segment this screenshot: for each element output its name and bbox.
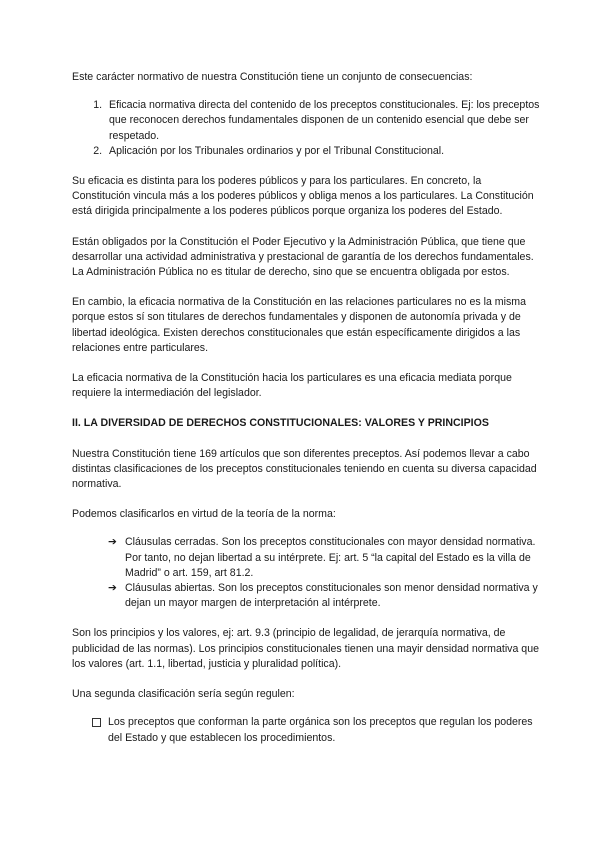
paragraph-principles-values: Son los principios y los valores, ej: art. 9.3 (principio de legalidad, de jerarquía normativa, de publicidad de las normas). Los principios constitucionales tienen una mayir densidad normativa que los valores (art. 1.1, libertad, justicia y pluralidad política).: [72, 627, 539, 670]
paragraph-articles: Nuestra Constitución tiene 169 artículos que son diferentes preceptos. Así podemos llevar a cabo distintas clasificaciones de los preceptos constitucionales teniendo en cuenta su diversa capacidad normativa.: [72, 447, 537, 491]
paragraph-mediate-efficacy: La eficacia normativa de la Constitución hacia los particulares es una eficacia mediata porque requiere la intermediación del legislador.: [72, 372, 512, 400]
list-item-text: Los preceptos que conforman la parte orgánica son los preceptos que regulan los poderes del Estado y que establecen los procedimientos.: [108, 716, 533, 744]
paragraph-private-relations: En cambio, la eficacia normativa de la Constitución en las relaciones particulares no es la misma porque estos sí son titulares de derechos fundamentales y disponen de autonomía privada y de libertad ideológica. Existen derechos constitucionales que están específicamente dirigidos a las relaciones entre particulares.: [72, 296, 526, 354]
section-heading: II. LA DIVERSIDAD DE DERECHOS CONSTITUCIONALES: VALORES Y PRINCIPIOS: [72, 417, 489, 430]
regulation-list: [72, 715, 540, 745]
list-item: [92, 715, 540, 745]
list-item: [108, 581, 540, 611]
list-item: 1. Eficacia normativa directa del contenido de los preceptos constitucionales. Ej: los preceptos que reconocen derechos fundamentales disponen de un contenido esencial que debe ser respetado.: [105, 98, 540, 144]
arrow-right-icon: ➔: [108, 582, 117, 595]
clauses-list: [72, 535, 540, 611]
list-item-text: Cláusulas abiertas. Son los preceptos constitucionales son menor densidad normativa y dejan un mayor margen de interpretación al intérprete.: [125, 582, 538, 610]
paragraph-classify-intro: Podemos clasificarlos en virtud de la teoría de la norma:: [72, 508, 336, 521]
paragraph-consequences-intro: Este carácter normativo de nuestra Constitución tiene un conjunto de consecuencias:: [72, 71, 473, 83]
paragraph-second-classification: Una segunda clasificación sería según regulen:: [72, 688, 295, 701]
paragraph-obligated: Están obligados por la Constitución el Poder Ejecutivo y la Administración Pública, que tiene que desarrollar una actividad administrativa y prestacional de garantía de los derechos fundamentales. La Administración Pública no es titular de derecho, sino que se encuentra obligada por estos.: [72, 235, 534, 279]
consequences-list: [72, 98, 540, 159]
list-item-text: Cláusulas cerradas. Son los preceptos constitucionales con mayor densidad normativa. Por tanto, no dejan libertad a su intérprete. Ej: art. 5 “la capital del Estado es la villa de Madrid” o art. 159, art 81.2.: [125, 536, 536, 579]
list-item: 2. Aplicación por los Tribunales ordinarios y por el Tribunal Constitucional.: [105, 144, 540, 159]
paragraph-efficacy: Su eficacia es distinta para los poderes públicos y para los particulares. En concreto, la Constitución vincula más a los poderes públicos y obliga menos a los particulares. La Constitución está dirigida principalmente a los poderes públicos porque organiza los poderes del Estado.: [72, 175, 534, 218]
arrow-right-icon: ➔: [108, 536, 117, 549]
list-item: [108, 535, 540, 581]
checkbox-icon: [92, 718, 101, 727]
